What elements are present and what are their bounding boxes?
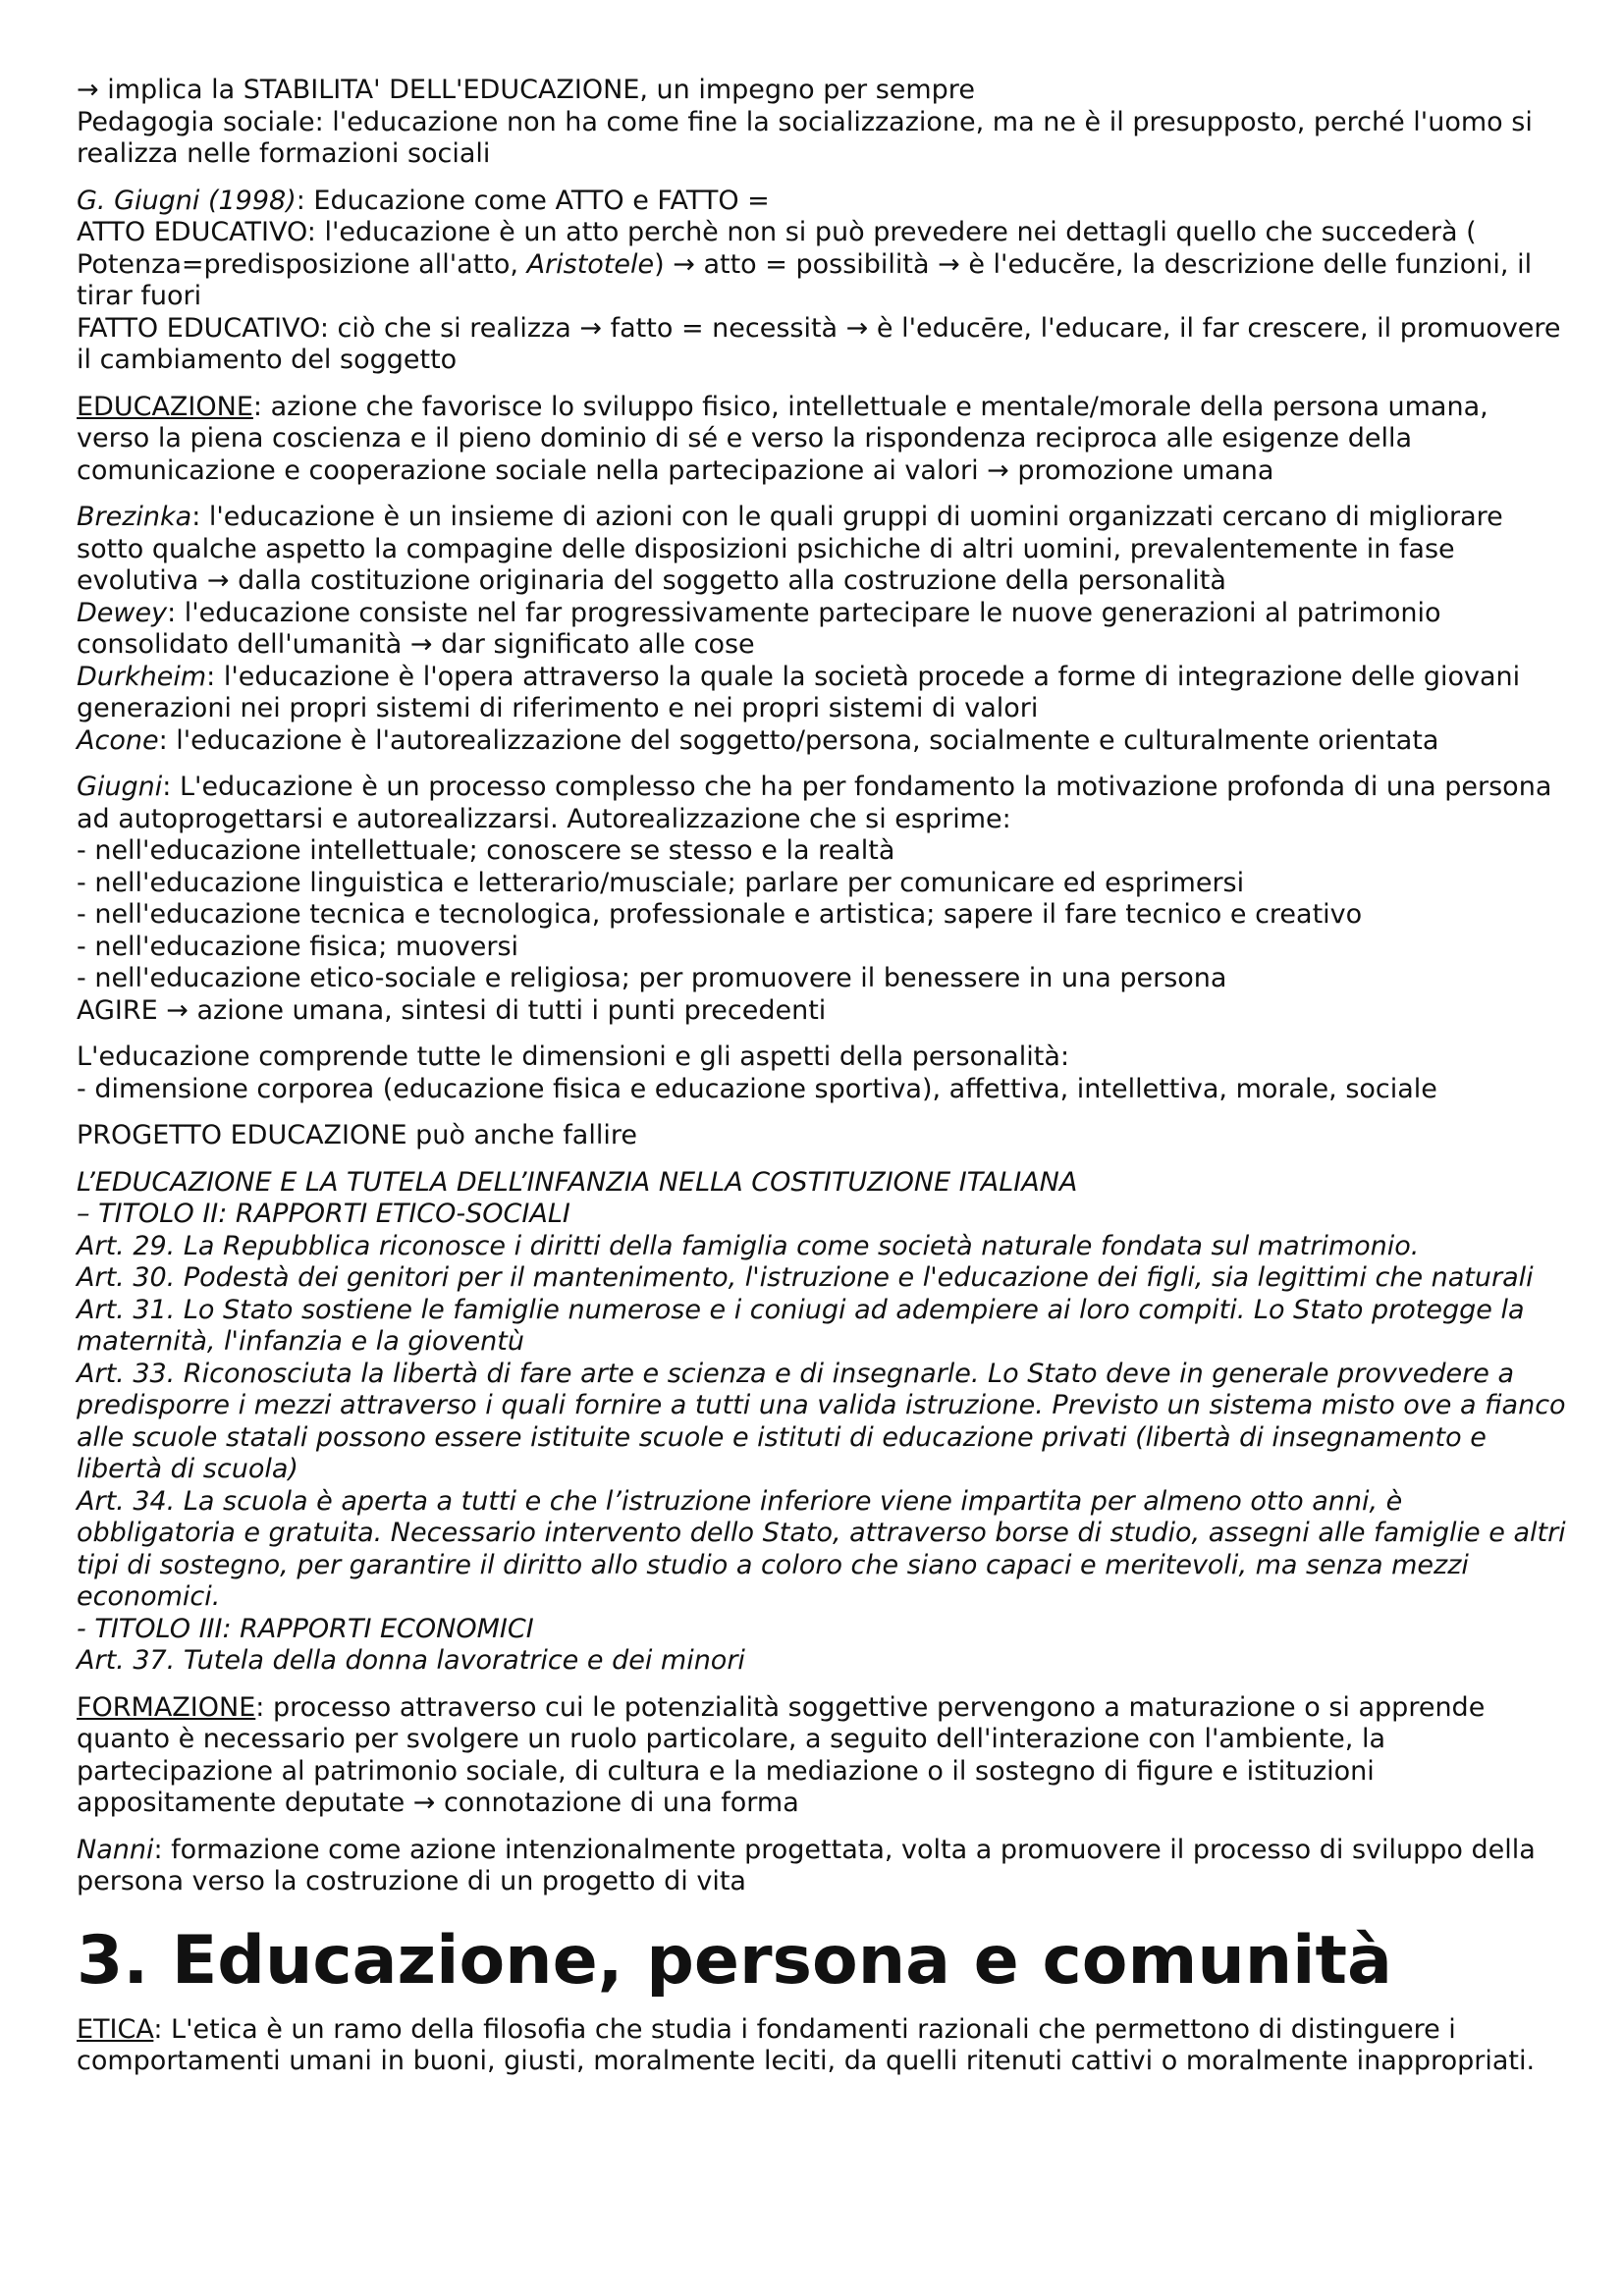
- section-heading: 3. Educazione, persona e comunità: [77, 1921, 1392, 2000]
- paragraph-fatto-educativo: FATTO EDUCATIVO: ciò che si realizza → fatto = necessità → è l'educēre, l'educare, il far crescere, il promuovere il cambiamento del soggetto: [77, 312, 1561, 375]
- list-item: - nell'educazione linguistica e letterario/musciale; parlare per comunicare ed esprimersi: [77, 867, 1245, 898]
- term-educazione: EDUCAZIONE: [77, 391, 253, 422]
- paragraph-etica: ETICA: L'etica è un ramo della filosofia che studia i fondamenti razionali che permettono di distinguere i comportamenti umani in buoni, giusti, moralmente leciti, da quelli ritenuti cattivi o moralmente inappropriati.: [77, 2013, 1536, 2076]
- costituzione-title: L’EDUCAZIONE E LA TUTELA DELL’INFANZIA NELLA COSTITUZIONE ITALIANA: [77, 1166, 1078, 1198]
- article-37: Art. 37. Tutela della donna lavoratrice e dei minori: [77, 1645, 745, 1676]
- paragraph-dimensioni: L'educazione comprende tutte le dimensioni e gli aspetti della personalità:: [77, 1041, 1070, 1072]
- term-formazione: FORMAZIONE: [77, 1691, 256, 1723]
- paragraph-educazione-definition: EDUCAZIONE: azione che favorisce lo sviluppo fisico, intellettuale e mentale/morale della persona umana, verso la piena coscienza e il pieno dominio di sé e verso la rispondenza reciproca alle esigenze della comunicazione e cooperazione sociale nella partecipazione ai valori → promozione umana: [77, 391, 1488, 486]
- author-name: Aristotele: [526, 248, 655, 280]
- paragraph-agire: AGIRE → azione umana, sintesi di tutti i punti precedenti: [77, 994, 827, 1026]
- author-name: Acone: [77, 724, 159, 756]
- author-name: Brezinka: [77, 502, 192, 532]
- paragraph-durkheim: Durkheim: l'educazione è l'opera attraverso la quale la società procede a forme di integrazione delle giovani generazioni nei propri sistemi di riferimento e nei propri sistemi di valori: [77, 661, 1521, 723]
- author-name: Nanni: [77, 1834, 154, 1865]
- paragraph-atto-educativo: ATTO EDUCATIVO: l'educazione è un atto perchè non si può prevedere nei dettagli quello che succederà ( Potenza=predisposizione all'atto, Aristotele) → atto = possibilità → è l'educĕre, la descrizione delle funzioni, il tirar fuori: [77, 217, 1533, 311]
- list-item: - dimensione corporea (educazione fisica e educazione sportiva), affettiva, intellettiva, morale, sociale: [77, 1073, 1437, 1104]
- list-item: - nell'educazione etico-sociale e religiosa; per promuovere il benessere in una persona: [77, 963, 1227, 993]
- paragraph-progetto: PROGETTO EDUCAZIONE può anche fallire: [77, 1120, 637, 1150]
- costituzione-titolo-ii: – TITOLO II: RAPPORTI ETICO-SOCIALI: [77, 1199, 570, 1229]
- paragraph-pedagogia-sociale: Pedagogia sociale: l'educazione non ha come fine la socializzazione, ma ne è il presupposto, perché l'uomo si realizza nelle formazioni sociali: [77, 106, 1533, 169]
- article-33: Art. 33. Riconosciuta la libertà di fare arte e scienza e di insegnarle. Lo Stato deve in generale provvedere a predisporre i mezzi attraverso i quali fornire a tutti una valida istruzione. Previsto un sistema misto ove a fianco alle scuole statali possono essere istituite scuole e istituti di educazione privati (libertà di insegnamento e libertà di scuola): [77, 1358, 1566, 1484]
- paragraph-nanni: Nanni: formazione come azione intenzionalmente progettata, volta a promuovere il processo di sviluppo della persona verso la costruzione di un progetto di vita: [77, 1834, 1536, 1896]
- author-name: G. Giugni (1998): [77, 185, 297, 216]
- list-item: - nell'educazione tecnica e tecnologica, professionale e artistica; sapere il fare tecnico e creativo: [77, 899, 1363, 930]
- costituzione-titolo-iii: - TITOLO III: RAPPORTI ECONOMICI: [77, 1613, 534, 1644]
- document-page: [77, 75, 1569, 2078]
- article-34: Art. 34. La scuola è aperta a tutti e che l’istruzione inferiore viene impartita per almeno otto anni, è obbligatoria e gratuita. Necessario intervento dello Stato, attraverso borse di studio, assegni alle famiglie e altri tipi di sostegno, per garantire il diritto allo studio a coloro che siano capaci e meritevoli, ma senza mezzi economici.: [77, 1485, 1566, 1612]
- paragraph-dewey: Dewey: l'educazione consiste nel far progressivamente partecipare le nuove generazioni al patrimonio consolidato dell'umanità → dar significato alle cose: [77, 597, 1441, 660]
- paragraph-giugni-1998: G. Giugni (1998): Educazione come ATTO e FATTO =: [77, 185, 770, 216]
- article-31: Art. 31. Lo Stato sostiene le famiglie numerose e i coniugi ad adempiere ai loro compiti. Lo Stato protegge la maternità, l'infanzia e la gioventù: [77, 1294, 1525, 1357]
- paragraph-stabilita: → implica la STABILITA' DELL'EDUCAZIONE, un impegno per sempre: [77, 75, 975, 105]
- author-name: Giugni: [77, 772, 163, 802]
- author-name: Durkheim: [77, 661, 207, 692]
- author-name: Dewey: [77, 597, 168, 628]
- term-etica: ETICA: [77, 2013, 154, 2045]
- paragraph-acone: Acone: l'educazione è l'autorealizzazione del soggetto/persona, socialmente e culturalmente orientata: [77, 724, 1439, 756]
- list-item: - nell'educazione fisica; muoversi: [77, 931, 519, 962]
- list-item: - nell'educazione intellettuale; conoscere se stesso e la realtà: [77, 835, 895, 866]
- paragraph-formazione: FORMAZIONE: processo attraverso cui le potenzialità soggettive pervengono a maturazione o si apprende quanto è necessario per svolgere un ruolo particolare, a seguito dell'interazione con l'ambiente, la partecipazione al patrimonio sociale, di cultura e la mediazione o il sostegno di figure e istituzioni appositamente deputate → connotazione di una forma: [77, 1691, 1486, 1818]
- paragraph-giugni: Giugni: L'educazione è un processo complesso che ha per fondamento la motivazione profonda di una persona ad autoprogettarsi e autorealizzarsi. Autorealizzazione che si esprime:: [77, 772, 1552, 834]
- article-30: Art. 30. Podestà dei genitori per il mantenimento, l'istruzione e l'educazione dei figli, sia legittimi che naturali: [77, 1262, 1534, 1293]
- article-29: Art. 29. La Repubblica riconosce i diritti della famiglia come società naturale fondata sul matrimonio.: [77, 1230, 1420, 1261]
- paragraph-brezinka: Brezinka: l'educazione è un insieme di azioni con le quali gruppi di uomini organizzati cercano di migliorare sotto qualche aspetto la compagine delle disposizioni psichiche di altri uomini, prevalentemente in fase evolutiva → dalla costituzione originaria del soggetto alla costruzione della personalità: [77, 502, 1503, 596]
